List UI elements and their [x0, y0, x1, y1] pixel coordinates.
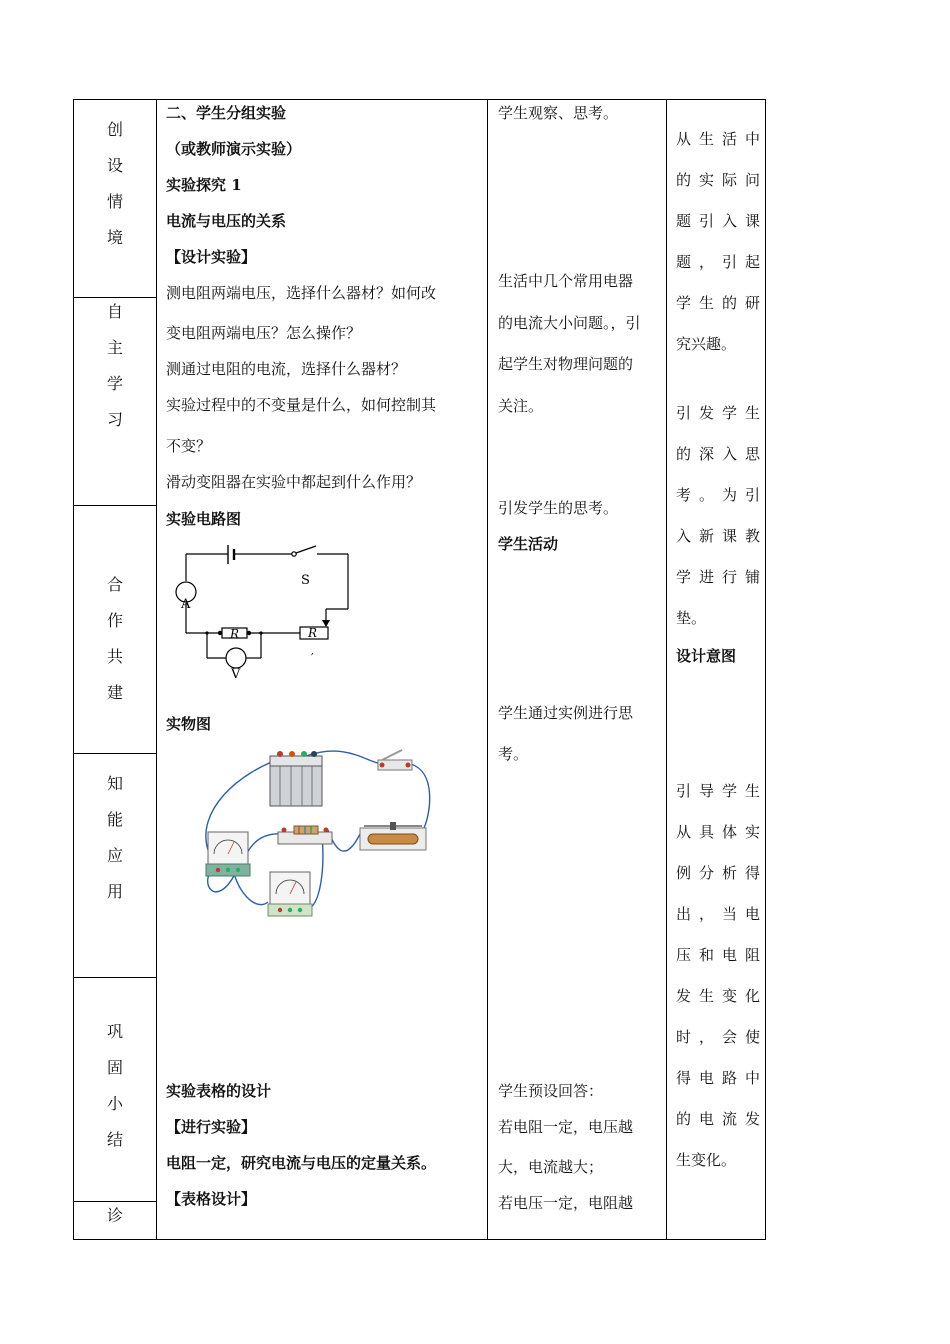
side-char: 巩 — [106, 1022, 123, 1041]
question-text: 滑动变阻器在实验中都起到什么作用？ — [166, 473, 422, 491]
student-activity-heading: 学生活动 — [498, 535, 559, 553]
side-cell-diagnosis — [74, 1198, 156, 1234]
do-experiment-label: 【进行实验】 — [166, 1118, 257, 1136]
do-experiment-text: 电阻一定，研究电流与电压的定量关系。 — [166, 1154, 437, 1172]
side-row-divider — [73, 977, 157, 978]
design-intent-block-2 — [676, 404, 760, 650]
side-char: 应 — [106, 846, 123, 865]
experiment-title: 电流与电压的关系 — [166, 212, 287, 230]
question-text: 测电阻两端电压，选择什么器材？如何改 — [166, 284, 437, 302]
table-top-border — [73, 99, 766, 100]
intent-line: 例 分 析 得 — [676, 864, 760, 882]
side-char: 作 — [106, 611, 123, 630]
side-char: 共 — [106, 647, 123, 666]
student-activity-text: 学生观察、思考。 — [498, 104, 619, 122]
side-row-divider — [73, 505, 157, 506]
intent-line: 发 生 变 化 — [676, 987, 760, 1005]
circuit-label: 实验电路图 — [166, 510, 242, 528]
side-cell-self-study — [74, 294, 156, 438]
student-activity-text: 考。 — [498, 745, 529, 763]
resistor-stand — [278, 826, 332, 844]
battery-box — [270, 751, 322, 806]
knife-switch — [378, 750, 412, 770]
side-char: 用 — [106, 882, 123, 901]
intent-line: 得 电 路 中 — [676, 1069, 760, 1087]
table-right-border — [765, 99, 766, 1240]
intent-line: 考 。 为 引 — [676, 486, 760, 504]
side-char: 情 — [106, 192, 123, 211]
table-design-label: 实验表格的设计 — [166, 1082, 272, 1100]
student-activity-text: 引发学生的思考。 — [498, 499, 619, 517]
intent-line: 时 ， 会 使 — [676, 1028, 760, 1046]
side-char: 建 — [106, 683, 123, 702]
side-char: 合 — [106, 575, 123, 594]
intent-line: 学 进 行 铺 — [676, 568, 760, 586]
side-cell-summary — [74, 1014, 156, 1158]
intent-line: 题 引 入 课 — [676, 212, 760, 230]
section-subheading: （或教师演示实验） — [166, 140, 302, 158]
student-activity-text: 若电阻一定，电压越 — [498, 1118, 634, 1136]
ammeter-symbol-label: A — [181, 597, 191, 612]
circuit-diagram — [170, 540, 360, 680]
rheostat — [360, 822, 426, 850]
side-char: 设 — [106, 156, 123, 175]
intent-line: 出 ， 当 电 — [676, 905, 760, 923]
intent-line: 的 实 际 问 — [676, 171, 760, 189]
experiment-label: 实验探究 1 — [166, 176, 242, 194]
student-activity-text: 学生预设回答： — [498, 1082, 604, 1100]
design-label: 【设计实验】 — [166, 248, 257, 266]
side-row-divider — [73, 753, 157, 754]
side-char: 小 — [106, 1094, 123, 1113]
voltmeter-device — [268, 872, 312, 916]
design-intent-heading: 设计意图 — [676, 647, 737, 665]
apparatus-photo — [196, 742, 446, 922]
side-cell-application — [74, 766, 156, 910]
side-char: 固 — [106, 1058, 123, 1077]
side-char: 主 — [106, 338, 123, 357]
side-char: 境 — [106, 228, 123, 247]
intent-line: 生变化。 — [676, 1151, 737, 1169]
intent-line: 压 和 电 阻 — [676, 946, 760, 964]
student-activity-text: 起学生对物理问题的 — [498, 355, 634, 373]
intent-line: 引 发 学 生 — [676, 404, 760, 422]
column-divider-1 — [156, 99, 157, 1240]
student-activity-text: 关注。 — [498, 397, 544, 415]
student-activity-text: 生活中几个常用电器 — [498, 272, 634, 290]
column-divider-3 — [666, 99, 667, 1240]
question-text: 不变？ — [166, 437, 212, 455]
question-text: 实验过程中的不变量是什么，如何控制其 — [166, 396, 437, 414]
design-intent-block-3 — [676, 782, 760, 1192]
photo-label: 实物图 — [166, 715, 212, 733]
section-heading: 二、学生分组实验 — [166, 104, 287, 122]
side-cell-cooperation — [74, 567, 156, 711]
intent-line: 从 生 活 中 — [676, 130, 760, 148]
intent-line: 入 新 课 教 — [676, 527, 760, 545]
intent-line: 引 导 学 生 — [676, 782, 760, 800]
student-activity-text: 若电压一定，电阻越 — [498, 1194, 634, 1212]
student-activity-text: 的电流大小问题。，引 — [498, 314, 641, 332]
side-char: 能 — [106, 810, 123, 829]
voltmeter-symbol-label: V — [231, 667, 241, 680]
side-char: 习 — [106, 410, 123, 429]
intent-line: 的 电 流 发 — [676, 1110, 760, 1128]
intent-line: 的 深 入 思 — [676, 445, 760, 463]
student-activity-text: 大，电流越大； — [498, 1158, 604, 1176]
student-activity-text: 学生通过实例进行思 — [498, 704, 634, 722]
side-char: 知 — [106, 774, 123, 793]
side-char: 学 — [106, 374, 123, 393]
column-divider-2 — [487, 99, 488, 1240]
ammeter-device — [206, 832, 250, 876]
side-char: 结 — [106, 1130, 123, 1149]
intent-line: 学 生 的 研 — [676, 294, 760, 312]
intent-line: 从 具 体 实 — [676, 823, 760, 841]
side-char: 自 — [106, 302, 123, 321]
question-text: 变电阻两端电压？怎么操作？ — [166, 324, 362, 342]
intent-line: 题 ， 引 起 — [676, 253, 760, 271]
resistor-symbol-label: R — [230, 627, 240, 641]
switch-symbol-label: S — [301, 573, 310, 588]
side-cell-situation — [74, 112, 156, 256]
side-char: 诊 — [106, 1206, 123, 1225]
table-design-subtitle: 【表格设计】 — [166, 1190, 257, 1208]
question-text: 测通过电阻的电流，选择什么器材？ — [166, 360, 407, 378]
table-bottom-border — [73, 1239, 766, 1240]
rheostat-symbol-label: R — [308, 626, 318, 640]
design-intent-block-1 — [676, 130, 760, 376]
intent-line: 究兴趣。 — [676, 335, 737, 353]
intent-line: 垫。 — [676, 609, 707, 627]
side-char: 创 — [106, 120, 123, 139]
rheostat-prime-mark: ′ — [311, 651, 314, 665]
